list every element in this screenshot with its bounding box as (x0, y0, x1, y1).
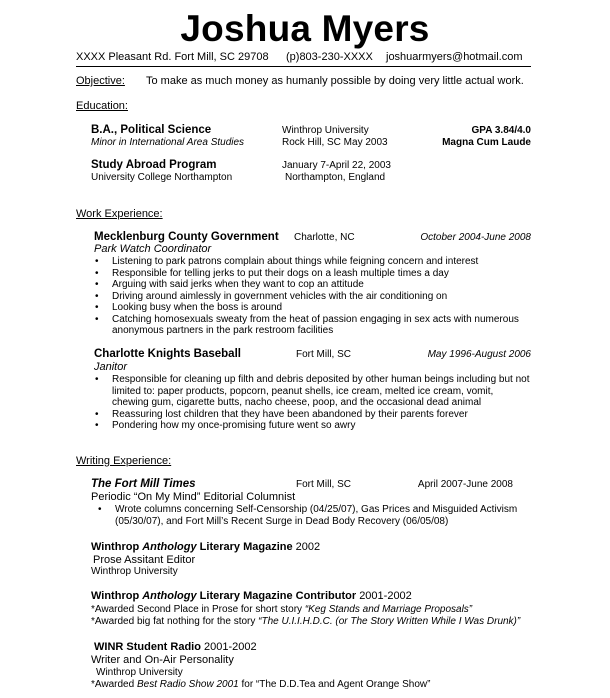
bullet-icon: • (95, 267, 99, 279)
honor: Magna Cum Laude (442, 137, 531, 148)
bullet-icon: • (95, 408, 99, 420)
education-heading: Education: (76, 100, 128, 112)
winr-title (94, 641, 257, 653)
bullet-icon: • (95, 374, 99, 385)
anthology2-year: 2001-2002 (359, 590, 412, 602)
anthology1-title (91, 541, 320, 553)
winr-award-pre: *Awarded (91, 679, 137, 690)
job1-location: Charlotte, NC (294, 232, 355, 243)
fmt-title: The Fort Mill Times (91, 478, 196, 490)
bullet-icon: • (95, 279, 99, 290)
bullet-text: Pondering how my once-promising future went so awry (112, 420, 356, 431)
winr-award-ital: Best Radio Show 2001 (136, 679, 239, 690)
fmt-location: Fort Mill, SC (296, 479, 351, 490)
bullet-text: limited to: paper products, popcorn, peanut shells, ice cream, melted ice cream, vomit, (112, 385, 494, 397)
abroad-school: University College Northampton (91, 172, 233, 183)
job2-employer: Charlotte Knights Baseball (94, 348, 241, 360)
award1-ital: “Keg Stands and Marriage Proposals” (304, 604, 473, 615)
objective-text: To make as much money as humanly possible by doing very little actual work. (146, 75, 524, 87)
bullet-text: Responsible for cleaning up filth and debris deposited by other human beings including but not (112, 374, 530, 385)
school-name: Winthrop University (282, 125, 369, 136)
abroad-dates: January 7-April 22, 2003 (282, 160, 391, 171)
bullet-text: Responsible for telling jerks to put their dogs on a leash multiple times a day (112, 267, 449, 279)
job2-location: Fort Mill, SC (296, 349, 351, 360)
anthology1-ital: Anthology (142, 541, 197, 553)
anthology2-award1 (91, 604, 472, 615)
bullet-text: Arguing with said jerks when they want to cop an attitude (112, 279, 364, 290)
winr-award-post: for “The D.D.Tea and Agent Orange Show” (238, 679, 431, 690)
bullet-icon: • (95, 302, 99, 313)
school-location: Rock Hill, SC May 2003 (282, 137, 388, 148)
bullet-text: Looking busy when the boss is around (112, 302, 283, 313)
anthology1-year: 2002 (295, 541, 321, 553)
degree-title: B.A., Political Science (91, 124, 212, 136)
bullet-text: (05/30/07), and Fort Mill’s Recent Surge in Dead Body Recovery (06/05/08) (115, 515, 449, 527)
anthology2-pre: Winthrop (91, 590, 143, 602)
bullet-text: Wrote columns concerning Self-Censorship (04/25/07), Gas Prices and Misguided Activism (115, 504, 518, 515)
award1-pre: *Awarded Second Place in Prose for short story (91, 604, 305, 615)
job1-dates: October 2004-June 2008 (420, 232, 531, 243)
winr-school: Winthrop University (96, 667, 183, 678)
anthology2-post: Literary Magazine Contributor (196, 590, 360, 602)
objective-label: Objective: (76, 75, 125, 87)
winr-role: Writer and On-Air Personality (91, 654, 234, 666)
bullet-icon: • (95, 420, 99, 431)
winr-year: 2001-2002 (204, 641, 257, 653)
job2-title: Janitor (94, 361, 128, 373)
job1-employer: Mecklenburg County Government (94, 231, 279, 243)
award2-ital: “The U.I.I.H.D.C. (or The Story Written While I Was Drunk)” (258, 616, 521, 627)
anthology2-ital: Anthology (142, 590, 197, 602)
job1-title: Park Watch Coordinator (94, 243, 212, 255)
anthology1-role: Prose Assitant Editor (93, 554, 196, 566)
anthology1-post: Literary Magazine (196, 541, 296, 553)
bullet-text: chewing gum, cigarette butts, nacho cheese, poop, and the occasional dead animal (112, 397, 482, 408)
winr-name: WINR Student Radio (94, 641, 204, 653)
header-divider (76, 66, 531, 67)
bullet-icon: • (98, 504, 102, 515)
anthology1-pre: Winthrop (91, 541, 143, 553)
fmt-role: Periodic “On My Mind” Editorial Columnist (91, 491, 296, 503)
anthology1-school: Winthrop University (91, 566, 178, 577)
contact-email: joshuarmyers@hotmail.com (386, 51, 523, 63)
bullet-icon: • (95, 256, 99, 267)
abroad-title: Study Abroad Program (91, 159, 217, 171)
fmt-dates: April 2007-June 2008 (417, 479, 513, 490)
work-heading: Work Experience: (76, 208, 163, 220)
winr-award (91, 679, 430, 690)
bullet-text: Driving around aimlessly in government vehicles with the air conditioning on (112, 290, 448, 302)
anthology2-title (91, 590, 412, 602)
degree-minor: Minor in International Area Studies (91, 137, 245, 148)
bullet-text: Reassuring lost children that they have been abandoned by their parents forever (112, 408, 468, 420)
bullet-text: Listening to park patrons complain about things while feigning concern and interest (112, 256, 479, 267)
writing-heading: Writing Experience: (76, 455, 172, 467)
gpa: GPA 3.84/4.0 (471, 125, 531, 136)
bullet-text: anonymous partners in the park restroom facilities (112, 325, 334, 336)
bullet-text: Catching homosexuals sweaty from the heat of passion engaging in sex acts with numerous (112, 313, 519, 325)
resume-name: Joshua Myers (180, 8, 430, 49)
abroad-location: Northampton, England (285, 172, 386, 183)
award2-pre: *Awarded big fat nothing for the story (91, 616, 259, 627)
anthology2-award2 (91, 616, 520, 627)
job2-dates: May 1996-August 2006 (427, 349, 531, 360)
contact-phone: (p)803-230-XXXX (286, 51, 373, 63)
contact-address: XXXX Pleasant Rd. Fort Mill, SC 29708 (76, 51, 269, 63)
bullet-icon: • (95, 313, 99, 325)
bullet-icon: • (95, 290, 99, 302)
